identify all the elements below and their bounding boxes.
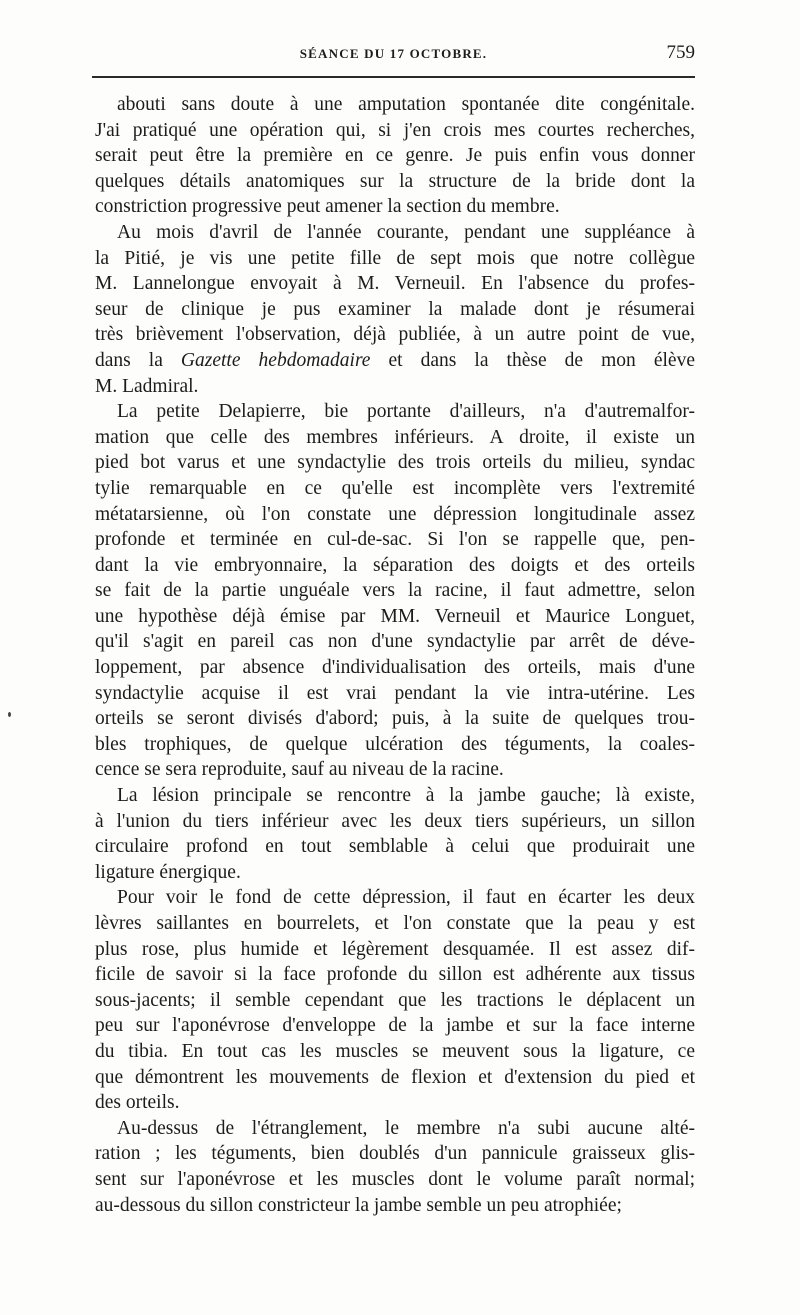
- text-line: mation que celle des membres inférieurs. A droite, il existe un: [95, 426, 695, 448]
- text-line: très brièvement l'observation, déjà publiée, à un autre point de vue,: [95, 324, 695, 346]
- text-line: pied bot varus et une syndactylie des trois orteils du milieu, syndac: [95, 452, 695, 474]
- text-line: qu'il s'agit en pareil cas non d'une syndactylie par arrêt de déve-: [95, 631, 695, 653]
- text-line: seur de clinique je pus examiner la malade dont je résumerai: [95, 298, 695, 320]
- text-line: sent sur l'aponévrose et les muscles dont le volume paraît normal;: [95, 1168, 695, 1190]
- text-line: loppement, par absence d'individualisation des orteils, mais d'une: [95, 657, 695, 679]
- text-line: M. Ladmiral.: [95, 375, 199, 397]
- text-line: plus rose, plus humide et légèrement desquamée. Il est assez dif-: [95, 938, 695, 960]
- text-line: ration ; les téguments, bien doublés d'un pannicule graisseux glis-: [95, 1143, 695, 1165]
- text-line: constriction progressive peut amener la section du membre.: [95, 196, 560, 218]
- text-line: profonde et terminée en cul-de-sac. Si l'on se rappelle que, pen-: [95, 529, 695, 551]
- text-line: circulaire profond en tout semblable à celui que produirait une: [95, 836, 695, 858]
- text-line: au-dessous du sillon constricteur la jambe semble un peu atrophiée;: [95, 1194, 622, 1216]
- paragraph: [95, 783, 695, 885]
- text-line: La lésion principale se rencontre à la jambe gauche; là existe,: [117, 785, 695, 807]
- text-line: à l'union du tiers inférieur avec les deux tiers supérieurs, un sillon: [95, 810, 695, 832]
- paragraph: [95, 220, 695, 399]
- text-line: que démontrent les mouvements de flexion et d'extension du pied et: [95, 1066, 695, 1088]
- paragraph: [95, 92, 695, 220]
- text-line: La petite Delapierre, bie portante d'ailleurs, n'a d'autremalfor-: [117, 401, 695, 423]
- paragraph: [95, 399, 695, 783]
- text-line: cence se sera reproduite, sauf au niveau de la racine.: [95, 759, 504, 781]
- text-line: tylie remarquable en ce qu'elle est incomplète vers l'extremité: [95, 477, 695, 499]
- text-line: peu sur l'aponévrose d'enveloppe de la jambe et sur la face interne: [95, 1015, 695, 1037]
- text-line: lèvres saillantes en bourrelets, et l'on constate que la peau y est: [95, 913, 695, 934]
- text-line: ficile de savoir si la face profonde du sillon est adhérente aux tissus: [95, 964, 695, 986]
- text-line: dant la vie embryonnaire, la séparation des doigts et des orteils: [95, 554, 695, 576]
- text-line: M. Lannelongue envoyait à M. Verneuil. En l'absence du profes-: [95, 273, 695, 295]
- header-rule: [92, 76, 695, 78]
- text-line: bles trophiques, de quelque ulcération des téguments, la coales-: [95, 733, 695, 755]
- paragraph: [95, 885, 695, 1115]
- body-text: [95, 92, 695, 1218]
- text-line: sous-jacents; il semble cependant que les tractions le déplacent un: [95, 989, 695, 1011]
- text-line: syndactylie acquise il est vrai pendant la vie intra-utérine. Les: [95, 682, 695, 704]
- text-line: métatarsienne, où l'on constate une dépression longitudinale assez: [95, 503, 695, 525]
- text-line: serait peut être la première en ce genre. Je puis enfin vous donner: [95, 145, 695, 167]
- scan-speck: [8, 712, 11, 717]
- paragraph: [95, 1116, 695, 1218]
- text-line: des orteils.: [95, 1092, 180, 1114]
- text-line: J'ai pratiqué une opération qui, si j'en crois mes courtes recherches,: [95, 119, 695, 141]
- text-line: se fait de la partie unguéale vers la racine, il faut admettre, selon: [95, 580, 695, 602]
- text-line: Pour voir le fond de cette dépression, il faut en écarter les deux: [117, 887, 695, 909]
- text-line: Au mois d'avril de l'année courante, pendant une suppléance à: [117, 221, 695, 243]
- text-line: abouti sans doute à une amputation spontanée dite congénitale.: [117, 94, 695, 115]
- running-head: [92, 40, 695, 70]
- text-line: la Pitié, je vis une petite fille de sept mois que notre collègue: [95, 247, 695, 269]
- page-number: 759: [666, 42, 695, 63]
- text-line: ligature énergique.: [95, 861, 241, 883]
- text-line: orteils se seront divisés d'abord; puis, à la suite de quelques trou-: [95, 708, 695, 730]
- text-line: dans la Gazette hebdomadaire et dans la thèse de mon élève: [95, 349, 695, 371]
- text-line: du tibia. En tout cas les muscles se meuvent sous la ligature, ce: [95, 1040, 695, 1062]
- running-title: SÉANCE DU 17 OCTOBRE.: [299, 46, 488, 61]
- text-line: quelques détails anatomiques sur la structure de la bride dont la: [95, 170, 695, 192]
- text-line: une hypothèse déjà émise par MM. Verneuil et Maurice Longuet,: [95, 605, 695, 627]
- text-line: Au-dessus de l'étranglement, le membre n'a subi aucune alté-: [117, 1117, 695, 1139]
